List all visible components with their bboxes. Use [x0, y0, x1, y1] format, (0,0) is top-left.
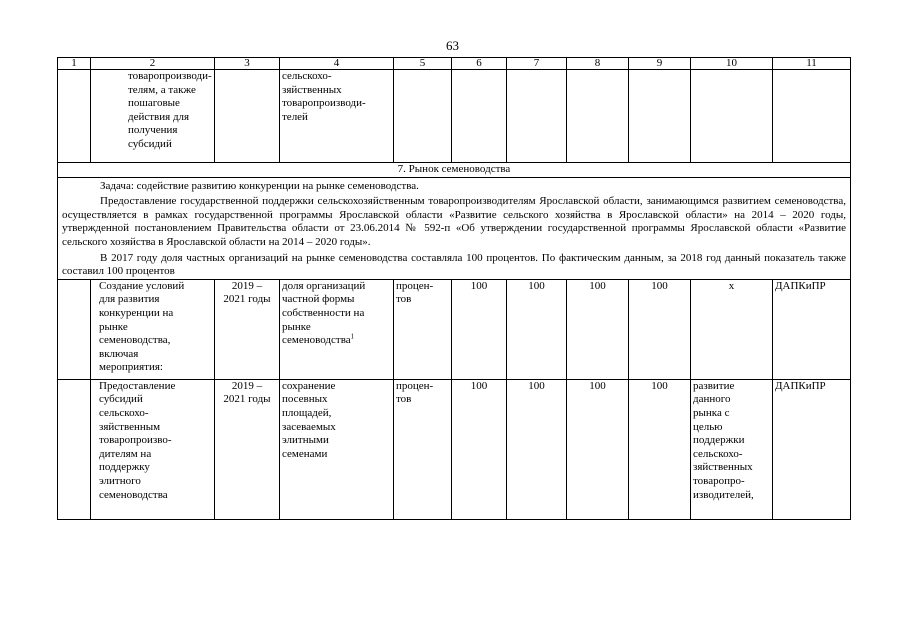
col-header: 6 — [452, 58, 507, 70]
responsible-cell: ДАПКиПР — [773, 379, 851, 519]
cell-line: семенами — [282, 447, 328, 460]
task-row — [58, 177, 851, 193]
paragraph-row — [58, 193, 851, 249]
period-cell — [215, 279, 280, 379]
cell-line: процен- — [396, 279, 434, 292]
table-cell — [507, 70, 567, 163]
footnote-mark: 1 — [350, 332, 355, 341]
paragraph-row — [58, 250, 851, 280]
cell-line: тов — [396, 293, 412, 306]
cell-line: зяйственных — [693, 461, 753, 474]
table-cell — [567, 70, 629, 163]
value-cell: 100 — [567, 379, 629, 519]
measures-table — [57, 57, 851, 520]
cell-line: 2021 годы — [223, 393, 271, 406]
cell-line: процен- — [396, 379, 434, 392]
cell-line: получения — [128, 124, 178, 137]
table-cell — [215, 70, 280, 163]
value-cell: 100 — [629, 379, 691, 519]
indicator-cell — [280, 279, 394, 379]
cell-line: семеноводства, — [99, 334, 171, 347]
table-row — [58, 379, 851, 519]
cell-line: товаропроизводи- — [282, 97, 366, 110]
col-header: 9 — [629, 58, 691, 70]
cell-line: телям, а также — [128, 83, 196, 96]
cell-line: элитными — [282, 434, 329, 447]
col-header: 1 — [58, 58, 91, 70]
cell-line: площадей, — [282, 406, 332, 419]
page-number: 63 — [446, 38, 459, 53]
table-row — [58, 279, 851, 379]
cell-line: поддержку — [99, 461, 150, 474]
col-header: 4 — [280, 58, 394, 70]
section-title-row — [58, 163, 851, 178]
responsible-cell: ДАПКиПР — [773, 279, 851, 379]
cell-line: данного — [693, 393, 731, 406]
value-cell: 100 — [567, 279, 629, 379]
measure-name — [91, 279, 215, 379]
col-header: 2 — [91, 58, 215, 70]
cell-line: субсидий — [128, 137, 172, 150]
table-cell — [58, 379, 91, 519]
col-header: 3 — [215, 58, 280, 70]
cell-line: Создание условий — [99, 279, 185, 292]
cell-line: зяйственных — [282, 83, 342, 96]
cell-line: для развития — [99, 293, 160, 306]
col-header: 10 — [691, 58, 773, 70]
cell-line: рынке — [282, 320, 311, 333]
table-row-continued — [58, 70, 851, 163]
cell-line: частной формы — [282, 293, 355, 306]
table-cell — [280, 70, 394, 163]
col-header: 11 — [773, 58, 851, 70]
cell-line: сохранение — [282, 379, 336, 392]
cell-line: сельскохо- — [282, 70, 332, 82]
cell-line: дителям на — [99, 447, 152, 460]
cell-line: рынке — [99, 320, 128, 333]
cell-line: товаропроизводи- — [128, 70, 212, 82]
cell-line: сельскохо- — [99, 406, 149, 419]
cell-line: субсидий — [99, 393, 143, 406]
cell-line: 2019 – — [231, 279, 263, 292]
cell-line: тов — [396, 393, 412, 406]
value-cell: 100 — [507, 279, 567, 379]
cell-line: включая — [99, 347, 139, 360]
table-cell — [58, 70, 91, 163]
table-cell — [452, 70, 507, 163]
result-cell — [691, 379, 773, 519]
table-cell — [773, 70, 851, 163]
unit-cell — [394, 279, 452, 379]
cell-line: сельскохо- — [693, 447, 743, 460]
cell-line: целью — [693, 420, 723, 433]
unit-cell — [394, 379, 452, 519]
column-number-row — [58, 58, 851, 70]
result-cell: х — [691, 279, 773, 379]
cell-line: телей — [282, 110, 308, 123]
task-text: Задача: содействие развитию конкуренции на рынке семеноводства. — [58, 177, 851, 193]
paragraph-support: Предоставление государственной поддержки сельскохозяйственным товаропроизводителям Ярославской области, занимающимся развитием семеноводства, осуществляется в рамках государственной программы Ярославской области «Развитие сельского хозяйства в Ярославской области» на 2014 – 2020 годы, утвержденной постановлением Правительства области от 23.06.2014 № 592-п «Об утверждении государственной программы Ярославской области «Развитие сельского хозяйства в Ярославской области на 2014 – 2020 годы». — [58, 193, 851, 249]
cell-line: собственности на — [282, 306, 365, 319]
col-header: 8 — [567, 58, 629, 70]
cell-line: элитного — [99, 474, 141, 487]
cell-line: товаропроизво- — [99, 434, 172, 447]
cell-line: развитие — [693, 379, 735, 392]
cell-line: зяйственным — [99, 420, 161, 433]
cell-line: семеноводства — [99, 488, 168, 501]
cell-line: доля организаций — [282, 279, 366, 292]
value-cell: 100 — [629, 279, 691, 379]
cell-line: пошаговые — [128, 97, 180, 110]
table-cell — [58, 279, 91, 379]
cell-line: поддержки — [693, 434, 745, 447]
cell-line: товаропро- — [693, 474, 745, 487]
table-cell — [691, 70, 773, 163]
cell-line: 2021 годы — [223, 293, 271, 306]
cell-line: мероприятия: — [99, 361, 163, 374]
section-title: 7. Рынок семеноводства — [58, 163, 851, 178]
col-header: 7 — [507, 58, 567, 70]
cell-line: изводителей, — [693, 488, 754, 501]
table-cell — [91, 70, 215, 163]
cell-line: рынка с — [693, 406, 730, 419]
paragraph-share: В 2017 году доля частных организаций на рынке семеноводства составляла 100 процентов. По фактическим данным, за 2018 год данный показатель также составил 100 процентов — [58, 250, 851, 280]
cell-line: Предоставление — [99, 379, 176, 392]
cell-line: конкуренции на — [99, 306, 174, 319]
value-cell: 100 — [452, 279, 507, 379]
indicator-cell — [280, 379, 394, 519]
measure-name — [91, 379, 215, 519]
cell-line: 2019 – — [231, 379, 263, 392]
table-cell — [629, 70, 691, 163]
cell-line: действия для — [128, 110, 190, 123]
cell-line: засеваемых — [282, 420, 336, 433]
table-cell — [394, 70, 452, 163]
cell-line: посевных — [282, 393, 328, 406]
value-cell: 100 — [507, 379, 567, 519]
cell-line — [282, 334, 391, 348]
col-header: 5 — [394, 58, 452, 70]
cell-text: семеноводства — [282, 334, 351, 347]
period-cell — [215, 379, 280, 519]
value-cell: 100 — [452, 379, 507, 519]
